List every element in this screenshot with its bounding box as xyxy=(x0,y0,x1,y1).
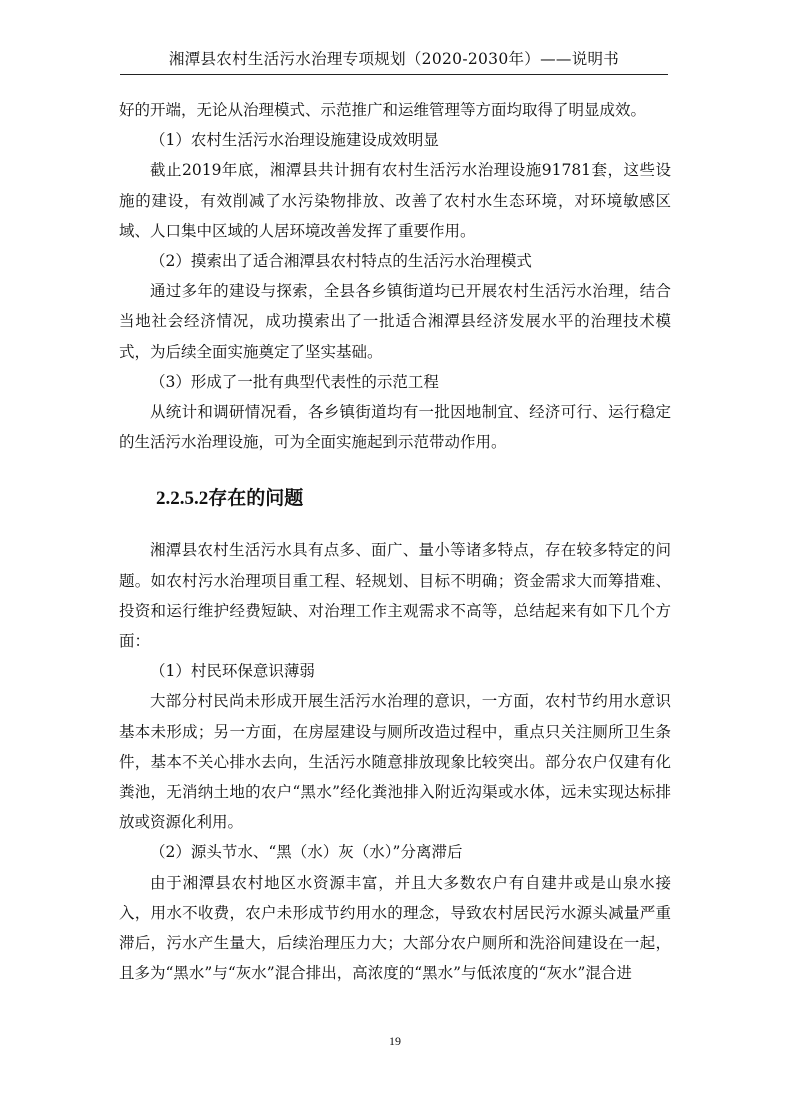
paragraph: 湘潭县农村生活污水具有点多、面广、量小等诸多特点，存在较多特定的问题。如农村污水治理项目重工程、轻规划、目标不明确；资金需求大而筹措难、投资和运行维护经费短缺、对治理工作主观需求不高等，总结起来有如下几个方面： xyxy=(119,541,671,651)
subheading-5: （2）源头节水、“黑（水）灰（水）”分离滞后 xyxy=(150,843,463,862)
spacer xyxy=(119,457,671,485)
page-body xyxy=(119,95,671,988)
subheading-1: （1）农村生活污水治理设施建设成效明显 xyxy=(150,131,439,150)
paragraph: 从统计和调研情况看，各乡镇街道均有一批因地制宜、经济可行、运行稳定的生活污水治理设施，可为全面实施起到示范带动作用。 xyxy=(119,403,671,452)
running-header: 湘潭县农村生活污水治理专项规划（2020-2030年）——说明书 xyxy=(168,50,620,68)
paragraph: 截止2019年底，湘潭县共计拥有农村生活污水治理设施91781套，这些设施的建设，有效削减了水污染物排放、改善了农村水生态环境，对环境敏感区域、人口集中区域的人居环境改善发挥了重要作用。 xyxy=(119,161,671,240)
subheading-4: （1）村民环保意识薄弱 xyxy=(150,662,315,681)
paragraph: 通过多年的建设与探索，全县各乡镇街道均已开展农村生活污水治理，结合当地社会经济情况，成功摸索出了一批适合湘潭县经济发展水平的治理技术模式，为后续全面实施奠定了坚实基础。 xyxy=(119,282,671,361)
page-number: 19 xyxy=(389,1034,401,1048)
header-rule xyxy=(120,74,668,75)
paragraph: 大部分村民尚未形成开展生活污水治理的意识，一方面，农村节约用水意识基本未形成；另一方面，在房屋建设与厕所改造过程中，重点只关注厕所卫生条件，基本不关心排水去向，生活污水随意排放现象比较突出。部分农户仅建有化粪池，无消纳土地的农户“黑水”经化粪池排入附近沟渠或水体，远未实现达标排放或资源化利用。 xyxy=(119,692,671,832)
spacer xyxy=(119,513,671,535)
paragraph-continuation: 好的开端，无论从治理模式、示范推广和运维管理等方面均取得了明显成效。 xyxy=(119,101,647,119)
section-title: 2.2.5.2存在的问题 xyxy=(156,488,304,510)
subheading-3: （3）形成了一批有典型代表性的示范工程 xyxy=(150,372,439,391)
subheading-2: （2）摸索出了适合湘潭县农村特点的生活污水治理模式 xyxy=(150,252,532,271)
paragraph: 由于湘潭县农村地区水资源丰富，并且大多数农户有自建井或是山泉水接入，用水不收费，农户未形成节约用水的理念，导致农村居民污水源头减量严重滞后，污水产生量大，后续治理压力大；大部分农户厕所和洗浴间建设在一起，且多为“黑水”与“灰水”混合排出，高浓度的“黑水”与低浓度的“灰水”混合进 xyxy=(119,873,671,983)
